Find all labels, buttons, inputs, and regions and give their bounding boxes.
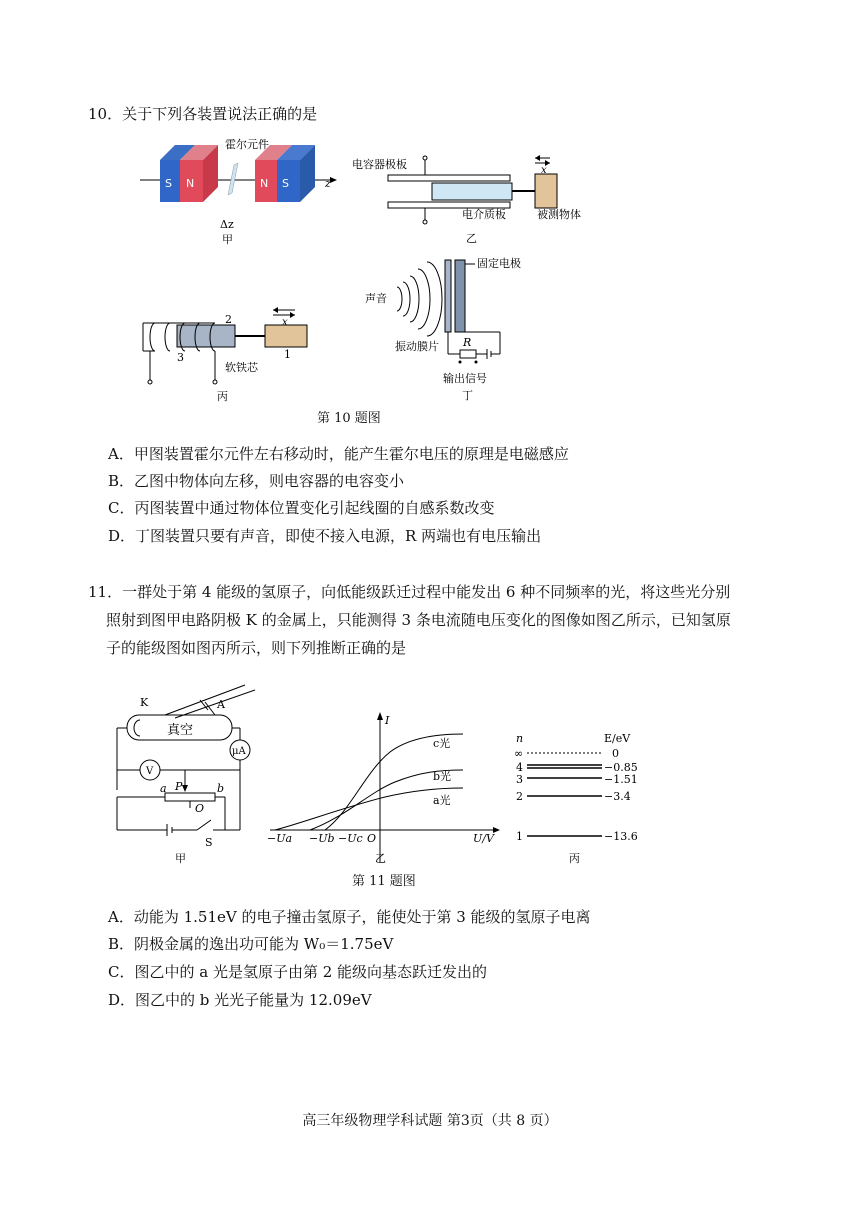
level-e-1: −13.6	[604, 830, 638, 843]
ub-uc-label: −Ub −Uc	[309, 832, 363, 845]
label-a-end: a	[160, 782, 167, 795]
n-header: n	[516, 732, 524, 745]
object-label: 被测物体	[537, 208, 581, 221]
label-p: P	[175, 780, 183, 793]
q10-option-c[interactable]: C．丙图装置中通过物体位置变化引起线圈的自感系数改变	[108, 499, 495, 517]
u-axis: U/V	[473, 832, 494, 845]
label-o: O	[195, 802, 205, 815]
bing-x: x	[282, 317, 288, 328]
fig-jia-label: 甲	[222, 233, 233, 246]
fig-ding-label: 丁	[462, 389, 473, 402]
magnet-n1: N	[186, 177, 195, 190]
yi-x: x	[541, 165, 547, 176]
label-k: K	[140, 696, 149, 709]
bing-n1: 1	[284, 348, 291, 361]
origin-o: O	[367, 832, 377, 845]
b-light: b光	[433, 770, 452, 783]
q10-fig-yi	[350, 150, 590, 245]
fig-jia11-label: 甲	[175, 852, 186, 865]
q10-fig-bing	[135, 305, 345, 405]
magnet-s2: S	[282, 177, 289, 190]
q10-stem: 10．关于下列各装置说法正确的是	[88, 105, 318, 123]
plate-label: 电容器极板	[352, 158, 407, 171]
membrane-label: 振动膜片	[395, 340, 439, 353]
dielectric-label: 电介质板	[462, 208, 506, 221]
ammeter-label: μA	[232, 746, 246, 757]
q10-option-d[interactable]: D．丁图装置只要有声音，即使不接入电源，R 两端也有电压输出	[108, 527, 542, 545]
sound-label: 声音	[365, 292, 387, 305]
level-e-4: −0.85	[604, 761, 638, 774]
ua-label: −Ua	[267, 832, 293, 845]
e-header: E/eV	[604, 732, 631, 745]
bing-n2: 2	[225, 313, 232, 326]
q11-stem-line-3: 子的能级图如图丙所示，则下列推断正确的是	[106, 639, 407, 657]
level-n-inf: ∞	[514, 747, 524, 760]
label-a: A	[217, 698, 225, 711]
fig-yi-label: 乙	[466, 232, 477, 245]
voltmeter-label: V	[146, 766, 154, 777]
q11-option-a[interactable]: A．动能为 1.51eV 的电子撞击氢原子，能使处于第 3 能级的氢原子电离	[108, 908, 591, 926]
ding-r: R	[463, 336, 472, 349]
fig-bing11-label: 丙	[569, 852, 580, 865]
q11-option-b[interactable]: B．阴极金属的逸出功可能为 W₀＝1.75eV	[108, 935, 394, 953]
magnet-s1: S	[165, 177, 172, 190]
c-light: c光	[433, 737, 451, 750]
level-e-3: −1.51	[604, 773, 638, 786]
q10-fig-ding	[365, 252, 545, 407]
vacuum-label: 真空	[167, 723, 194, 738]
fig-yi11-label: 乙	[375, 852, 386, 865]
q10-option-a[interactable]: A．甲图装置霍尔元件左右移动时，能产生霍尔电压的原理是电磁感应	[108, 445, 569, 463]
electrode-label: 固定电极	[477, 257, 521, 270]
magnet-n2: N	[260, 177, 269, 190]
label-b-end: b	[217, 782, 225, 795]
fig-bing-label: 丙	[217, 390, 228, 403]
q11-stem-line-2: 照射到图甲电路阴极 K 的金属上，只能测得 3 条电流随电压变化的图像如图乙所示，已知氢原	[106, 611, 731, 629]
level-n-3: 3	[516, 773, 523, 786]
core-label: 软铁芯	[225, 361, 258, 374]
hall-label: 霍尔元件	[225, 138, 269, 151]
level-n-4: 4	[516, 761, 523, 774]
page-footer: 高三年级物理学科试题 第3页（共 8 页）	[302, 1113, 558, 1129]
a-light: a光	[433, 794, 451, 807]
delta-z: Δz	[220, 218, 234, 231]
q10-option-b[interactable]: B．乙图中物体向左移，则电容器的电容变小	[108, 472, 405, 490]
i-axis: I	[385, 714, 390, 727]
output-label: 输出信号	[443, 372, 487, 385]
q11-fig-jia	[105, 680, 265, 865]
q10-caption: 第 10 题图	[317, 411, 381, 426]
level-e-2: −3.4	[604, 790, 631, 803]
q11-caption: 第 11 题图	[352, 874, 416, 889]
switch-s: S	[205, 836, 213, 849]
q11-fig-yi	[265, 712, 505, 867]
bing-n3: 3	[177, 351, 184, 364]
q11-option-d[interactable]: D．图乙中的 b 光光子能量为 12.09eV	[108, 991, 372, 1009]
q11-option-c[interactable]: C．图乙中的 a 光是氢原子由第 2 能级向基态跃迁发出的	[108, 963, 488, 981]
level-n-2: 2	[516, 790, 523, 803]
q11-stem	[88, 578, 788, 662]
axis-z: z	[325, 177, 331, 190]
q11-stem-line-1: 11．一群处于第 4 能级的氢原子，向低能级跃迁过程中能发出 6 种不同频率的光，将这些光分别	[88, 583, 731, 601]
level-e-inf: 0	[612, 747, 619, 760]
level-n-1: 1	[516, 830, 523, 843]
q10-fig-jia	[140, 135, 350, 250]
q11-fig-bing	[512, 728, 652, 868]
